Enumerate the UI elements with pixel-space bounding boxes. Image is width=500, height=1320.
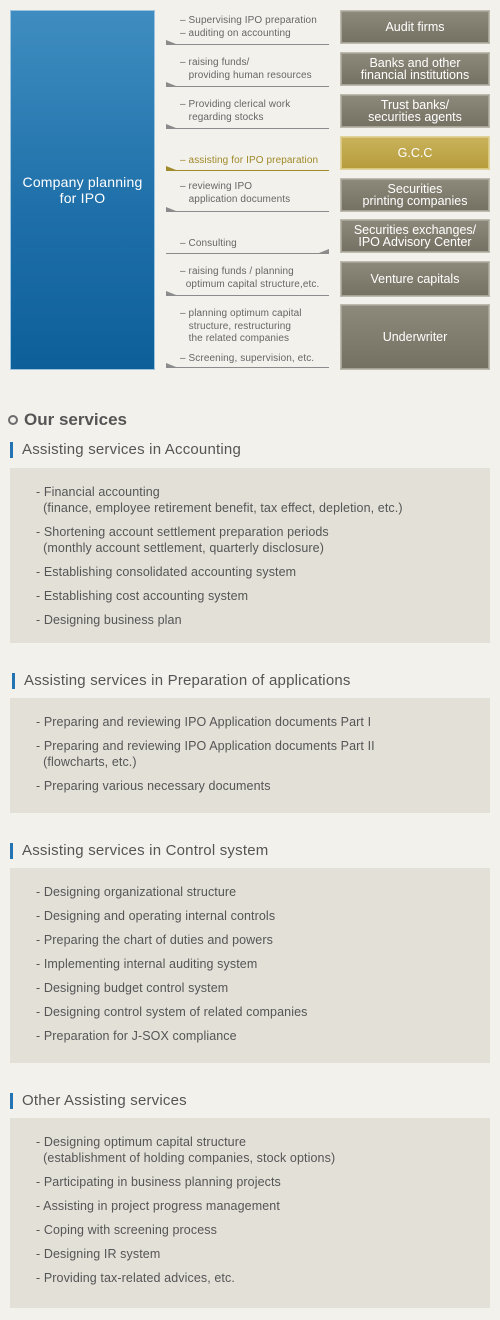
section-box-other [10, 1118, 490, 1308]
list-item: - Designing control system of related companies [36, 1005, 308, 1019]
org-label: Underwriter [382, 330, 448, 344]
section-title-control-system: Assisting services in Control system [10, 843, 268, 859]
relation-label-gcc: – assisting for IPO preparation [180, 155, 319, 166]
org-label: Audit firms [385, 20, 445, 34]
org-box-printing-companies [340, 178, 490, 212]
org-box-trust-banks [340, 94, 490, 128]
ipo-relationship-diagram [0, 0, 500, 378]
list-item: - Designing optimum capital structure (establishment of holding companies, stock options) [36, 1135, 336, 1165]
relation-label-consulting: – Consulting [180, 238, 237, 249]
list-item: - Designing business plan [36, 613, 182, 627]
org-label: Trust banks/ securities agents [368, 98, 462, 124]
arrow-head-right-icon [319, 249, 329, 253]
arrow-line [166, 86, 329, 87]
org-label: Venture capitals [370, 272, 460, 286]
section-title-accounting: Assisting services in Accounting [10, 442, 241, 458]
arrow-head-left-icon [166, 207, 176, 211]
org-box-underwriter [340, 304, 490, 370]
section-box-control-system [10, 868, 490, 1063]
arrow-line [166, 367, 329, 368]
arrow-head-left-icon [166, 40, 176, 44]
org-box-securities-exchanges [340, 219, 490, 253]
list-item: - Preparing various necessary documents [36, 779, 271, 793]
arrow-line [166, 295, 329, 296]
arrow-line-gold [166, 170, 329, 171]
arrow-line [166, 44, 329, 45]
list-item: - Financial accounting (finance, employee retirement benefit, tax effect, depletion, etc.) [36, 485, 403, 515]
list-item: - Preparing the chart of duties and powers [36, 933, 273, 947]
services-heading-text: Our services [24, 410, 128, 429]
services-heading [8, 410, 127, 430]
list-item: - Preparing and reviewing IPO Application documents Part I [36, 715, 372, 729]
section-title-other: Other Assisting services [10, 1093, 187, 1109]
org-box-gcc [340, 136, 490, 170]
list-item: - Participating in business planning projects [36, 1175, 281, 1189]
circle-bullet-icon [8, 415, 18, 425]
list-item: - Designing IR system [36, 1247, 161, 1261]
company-planning-ipo-box [10, 10, 155, 370]
list-item: - Coping with screening process [36, 1223, 217, 1237]
arrow-head-left-icon [166, 124, 176, 128]
relation-label-banks: – raising funds/ providing human resources [180, 57, 312, 81]
org-box-venture-capitals [340, 261, 490, 297]
section-box-applications [10, 698, 490, 813]
company-label: Company planning for IPO [22, 174, 143, 206]
org-label: Securities printing companies [362, 182, 468, 208]
relation-label-screening: – Screening, supervision, etc. [180, 353, 315, 364]
arrow-line [166, 128, 329, 129]
relation-label-trust-banks: – Providing clerical work regarding stocks [180, 99, 291, 123]
relation-label-venture: – raising funds / planning optimum capital structure,etc. [180, 266, 320, 290]
list-item: - Establishing consolidated accounting system [36, 565, 297, 579]
org-label: G.C.C [397, 146, 433, 160]
org-label: Banks and other financial institutions [360, 56, 470, 82]
arrow-line [166, 253, 329, 254]
arrow-line [166, 211, 329, 212]
list-item: - Assisting in project progress management [36, 1199, 280, 1213]
list-item: - Designing and operating internal controls [36, 909, 276, 923]
list-item: - Providing tax-related advices, etc. [36, 1271, 235, 1285]
arrow-head-left-icon [166, 291, 176, 295]
org-label: Securities exchanges/ IPO Advisory Center [353, 223, 477, 249]
list-item: - Preparing and reviewing IPO Application documents Part II (flowcharts, etc.) [36, 739, 375, 769]
section-title-applications: Assisting services in Preparation of applications [12, 673, 351, 689]
list-item: - Shortening account settlement preparation periods (monthly account settlement, quarterly disclosure) [36, 525, 329, 555]
org-box-banks [340, 52, 490, 86]
relation-label-printing: – reviewing IPO application documents [180, 181, 291, 205]
section-box-accounting [10, 468, 490, 643]
arrow-head-left-icon [166, 166, 176, 170]
arrow-head-left-icon [166, 363, 176, 367]
org-box-audit-firms [340, 10, 490, 44]
relation-label-audit: – Supervising IPO preparation – auditing on accounting [180, 15, 317, 39]
relation-label-underwriter-planning: – planning optimum capital structure, restructuring the related companies [180, 308, 302, 344]
arrow-head-left-icon [166, 82, 176, 86]
list-item: - Designing organizational structure [36, 885, 237, 899]
list-item: - Designing budget control system [36, 981, 229, 995]
list-item: - Establishing cost accounting system [36, 589, 249, 603]
list-item: - Preparation for J-SOX compliance [36, 1029, 237, 1043]
list-item: - Implementing internal auditing system [36, 957, 258, 971]
